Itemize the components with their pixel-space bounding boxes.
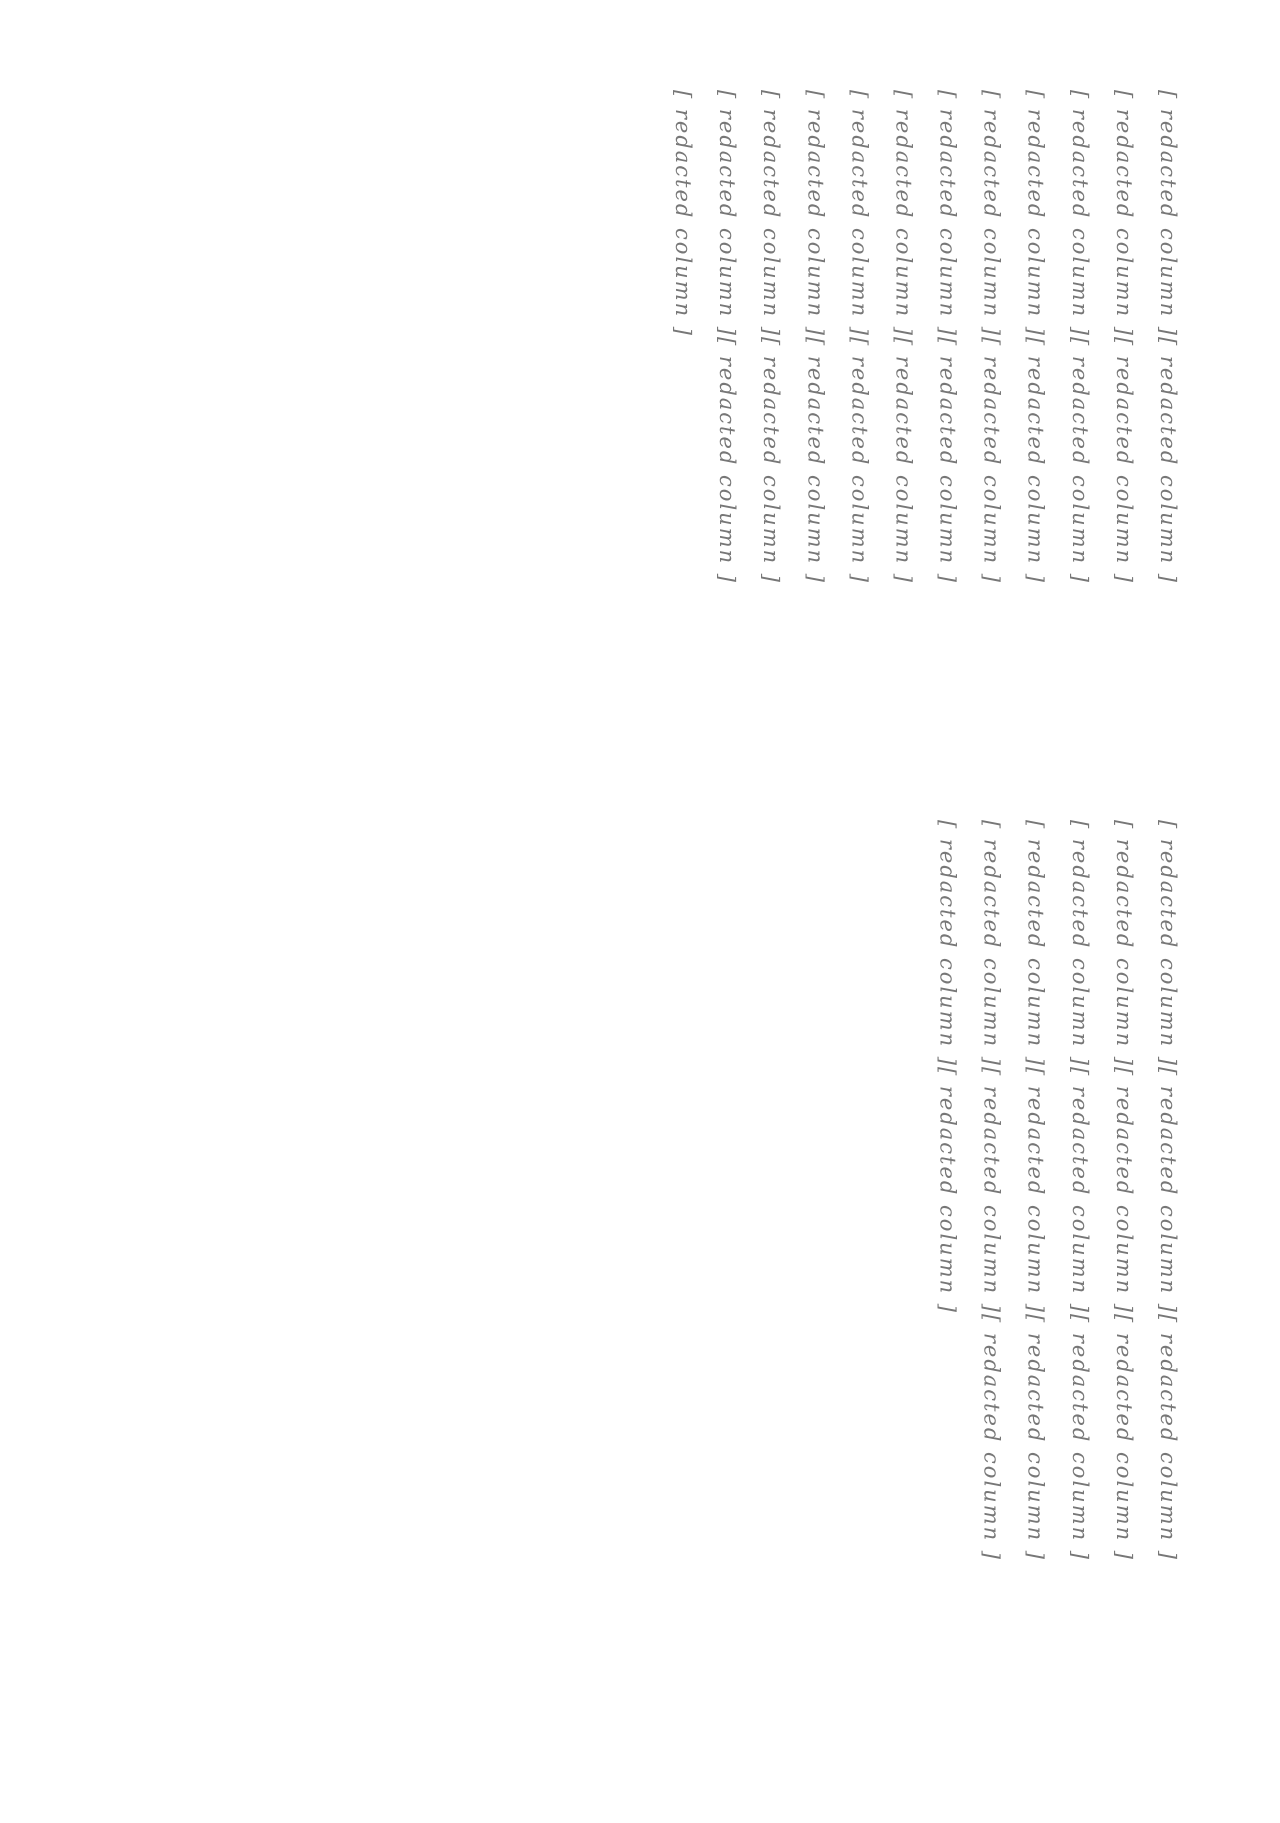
redacted-text-column: [ redacted column ]: [1156, 90, 1180, 337]
redacted-text-column: [ redacted column ]: [935, 337, 960, 584]
redacted-text-column: [ redacted column ]: [847, 90, 872, 337]
upper-text-block: [661, 90, 1190, 795]
redacted-text-column: [ redacted column ]: [935, 1067, 960, 1314]
redacted-text-column: [ redacted column ]: [935, 90, 960, 337]
redacted-text-column: [ redacted column ]: [979, 820, 1004, 1067]
redacted-text-column: [ redacted column ]: [1023, 90, 1048, 337]
redacted-text-column: [ redacted column ]: [935, 820, 960, 1067]
redacted-text-column: [ redacted column ]: [715, 337, 740, 584]
redacted-text-column: [ redacted column ]: [1067, 1314, 1092, 1561]
redacted-text-column: [ redacted column ]: [670, 90, 695, 337]
redacted-text-column: [ redacted column ]: [759, 90, 784, 337]
redacted-text-column: [ redacted column ]: [1067, 820, 1092, 1067]
redacted-text-column: [ redacted column ]: [979, 1314, 1004, 1561]
lower-text-block: [925, 820, 1190, 1565]
redacted-text-column: [ redacted column ]: [1023, 337, 1048, 584]
redacted-text-column: [ redacted column ]: [1023, 820, 1048, 1067]
redacted-text-column: [ redacted column ]: [1067, 1067, 1092, 1314]
redacted-text-column: [ redacted column ]: [1067, 337, 1092, 584]
redacted-text-column: [ redacted column ]: [715, 90, 740, 337]
redacted-text-column: [ redacted column ]: [1111, 337, 1136, 584]
redacted-text-column: [ redacted column ]: [1023, 1314, 1048, 1561]
redacted-text-column: [ redacted column ]: [1067, 90, 1092, 337]
redacted-text-column: [ redacted column ]: [1156, 337, 1180, 584]
redacted-text-column: [ redacted column ]: [803, 337, 828, 584]
redacted-text-column: [ redacted column ]: [803, 90, 828, 337]
redacted-text-column: [ redacted column ]: [979, 1067, 1004, 1314]
redacted-text-column: [ redacted column ]: [979, 337, 1004, 584]
redacted-text-column: [ redacted column ]: [1111, 1314, 1136, 1561]
redacted-text-column: [ redacted column ]: [891, 90, 916, 337]
redacted-text-column: [ redacted column ]: [1111, 1067, 1136, 1314]
redacted-text-column: [ redacted column ]: [1156, 1067, 1180, 1314]
redacted-text-column: [ redacted column ]: [1111, 90, 1136, 337]
redacted-text-column: [ redacted column ]: [1023, 1067, 1048, 1314]
redacted-text-column: [ redacted column ]: [1111, 820, 1136, 1067]
redacted-text-column: [ redacted column ]: [1156, 1314, 1180, 1561]
redacted-text-column: [ redacted column ]: [891, 337, 916, 584]
redacted-text-column: [ redacted column ]: [759, 337, 784, 584]
redacted-text-column: [ redacted column ]: [1156, 820, 1180, 1067]
redacted-text-column: [ redacted column ]: [979, 90, 1004, 337]
redacted-text-column: [ redacted column ]: [847, 337, 872, 584]
